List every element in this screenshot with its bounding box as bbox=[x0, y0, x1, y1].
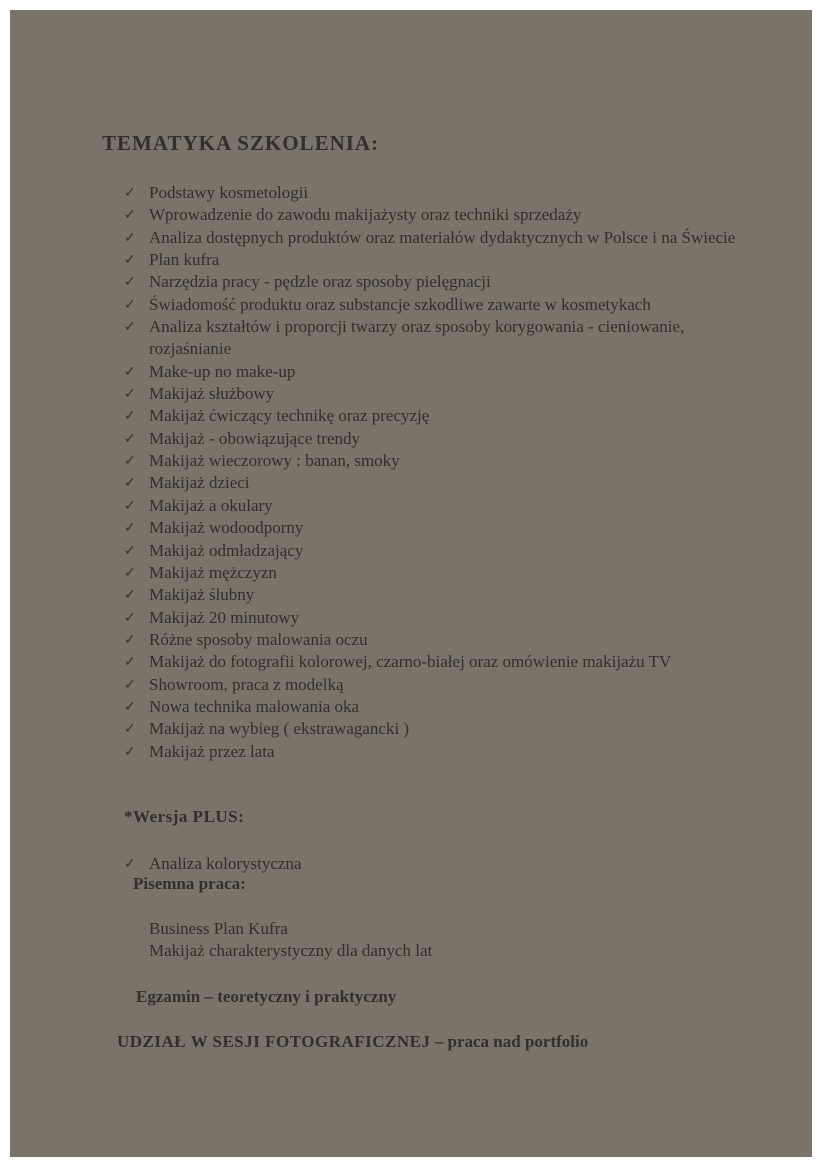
list-item bbox=[122, 696, 762, 718]
list-item-text: Analiza kształtów i proporcji twarzy oraz sposoby korygowania - cieniowanie, rozjaśnianie bbox=[149, 317, 685, 359]
list-item-text: Makijaż do fotografii kolorowej, czarno-białej oraz omówienie makijażu TV bbox=[149, 652, 672, 672]
list-item-text: Analiza dostępnych produktów oraz materiałów dydaktycznych w Polsce i na Świecie bbox=[149, 227, 736, 247]
list-item bbox=[122, 316, 762, 361]
list-item-text: Makijaż odmładzający bbox=[149, 540, 304, 560]
list-item-text: Makijaż przez lata bbox=[149, 741, 275, 761]
list-item-text: Makijaż 20 minutowy bbox=[149, 607, 300, 627]
list-item-text: Makijaż ślubny bbox=[149, 585, 255, 605]
list-item bbox=[149, 918, 432, 940]
list-item-text: Makijaż charakterystyczny dla danych lat bbox=[149, 941, 433, 960]
list-item-text: Makijaż ćwiczący technikę oraz precyzję bbox=[149, 406, 430, 426]
checkmark-icon: ✓ bbox=[124, 654, 136, 671]
checkmark-icon: ✓ bbox=[124, 743, 136, 760]
list-item bbox=[122, 450, 762, 472]
list-item bbox=[122, 249, 762, 271]
written-work-heading: Pisemna praca: bbox=[133, 874, 246, 893]
list-item bbox=[122, 674, 762, 696]
exam-line: Egzamin – teoretyczny i praktyczny bbox=[136, 987, 397, 1006]
checkmark-icon: ✓ bbox=[124, 319, 136, 336]
list-item-text: Podstawy kosmetologii bbox=[149, 183, 309, 202]
written-work-list bbox=[149, 918, 432, 962]
list-item bbox=[122, 182, 762, 204]
list-item bbox=[122, 271, 762, 293]
checkmark-icon: ✓ bbox=[124, 229, 136, 246]
list-item bbox=[122, 517, 762, 539]
list-item-text: Analiza kolorystyczna bbox=[149, 854, 302, 873]
list-item-text: Make-up no make-up bbox=[149, 361, 296, 381]
list-item bbox=[122, 383, 762, 405]
list-item bbox=[122, 227, 762, 249]
photo-session-detail: – praca nad portfolio bbox=[430, 1032, 589, 1051]
section-heading: TEMATYKA SZKOLENIA: bbox=[102, 131, 380, 155]
checkmark-icon: ✓ bbox=[124, 520, 136, 537]
list-item-text: Makijaż wieczorowy : banan, smoky bbox=[149, 451, 400, 471]
plus-version-list bbox=[122, 853, 762, 875]
checkmark-icon: ✓ bbox=[124, 542, 136, 559]
topics-list bbox=[122, 182, 762, 763]
scanned-page bbox=[10, 10, 812, 1157]
checkmark-icon: ✓ bbox=[124, 631, 136, 648]
checkmark-icon: ✓ bbox=[124, 856, 136, 872]
checkmark-icon: ✓ bbox=[124, 252, 136, 269]
photo-session-title: UDZIAŁ W SESJI FOTOGRAFICZNEJ bbox=[117, 1032, 431, 1051]
list-item bbox=[122, 741, 762, 763]
list-item bbox=[122, 472, 762, 494]
list-item-text: Różne sposoby malowania oczu bbox=[149, 629, 368, 649]
checkmark-icon: ✓ bbox=[124, 453, 136, 470]
list-item-text: Narzędzia pracy - pędzle oraz sposoby pielęgnacji bbox=[149, 272, 491, 292]
list-item bbox=[122, 562, 762, 584]
checkmark-icon: ✓ bbox=[124, 587, 136, 604]
list-item-text: Makijaż dzieci bbox=[149, 473, 250, 493]
list-item-text: Makijaż służbowy bbox=[149, 384, 275, 404]
list-item bbox=[122, 629, 762, 651]
checkmark-icon: ✓ bbox=[124, 408, 136, 425]
checkmark-icon: ✓ bbox=[124, 386, 136, 403]
checkmark-icon: ✓ bbox=[124, 698, 136, 715]
checkmark-icon: ✓ bbox=[124, 274, 136, 291]
list-item bbox=[122, 294, 762, 316]
checkmark-icon: ✓ bbox=[124, 564, 136, 581]
list-item-text: Showroom, praca z modelką bbox=[149, 674, 344, 694]
checkmark-icon: ✓ bbox=[124, 497, 136, 514]
list-item-text: Nowa technika malowania oka bbox=[149, 696, 360, 716]
checkmark-icon: ✓ bbox=[124, 676, 136, 693]
list-item bbox=[149, 940, 432, 962]
list-item bbox=[122, 361, 762, 383]
checkmark-icon: ✓ bbox=[124, 430, 136, 447]
list-item-text: Wprowadzenie do zawodu makijażysty oraz techniki sprzedaży bbox=[149, 205, 582, 225]
checkmark-icon: ✓ bbox=[124, 721, 136, 738]
checkmark-icon: ✓ bbox=[124, 363, 136, 380]
checkmark-icon: ✓ bbox=[124, 475, 136, 492]
list-item bbox=[122, 405, 762, 427]
list-item-text: Makijaż a okulary bbox=[149, 495, 273, 515]
plus-version-heading: *Wersja PLUS: bbox=[124, 807, 245, 826]
list-item-text: Makijaż wodoodporny bbox=[149, 518, 304, 538]
checkmark-icon: ✓ bbox=[124, 185, 136, 201]
list-item bbox=[122, 540, 762, 562]
list-item-text: Makijaż na wybieg ( ekstrawagancki ) bbox=[149, 719, 410, 739]
list-item-text: Business Plan Kufra bbox=[149, 919, 288, 938]
list-item bbox=[122, 204, 762, 226]
list-item bbox=[122, 651, 762, 673]
list-item bbox=[122, 853, 762, 875]
checkmark-icon: ✓ bbox=[124, 296, 136, 313]
list-item-text: Makijaż mężczyzn bbox=[149, 562, 277, 582]
list-item-text: Makijaż - obowiązujące trendy bbox=[149, 428, 360, 448]
photo-session-line bbox=[117, 1032, 588, 1052]
list-item bbox=[122, 718, 762, 740]
checkmark-icon: ✓ bbox=[124, 609, 136, 626]
list-item-text: Plan kufra bbox=[149, 250, 220, 270]
list-item bbox=[122, 428, 762, 450]
checkmark-icon: ✓ bbox=[124, 207, 136, 224]
list-item-text: Świadomość produktu oraz substancje szkodliwe zawarte w kosmetykach bbox=[149, 294, 651, 314]
list-item bbox=[122, 607, 762, 629]
list-item bbox=[122, 495, 762, 517]
list-item bbox=[122, 584, 762, 606]
